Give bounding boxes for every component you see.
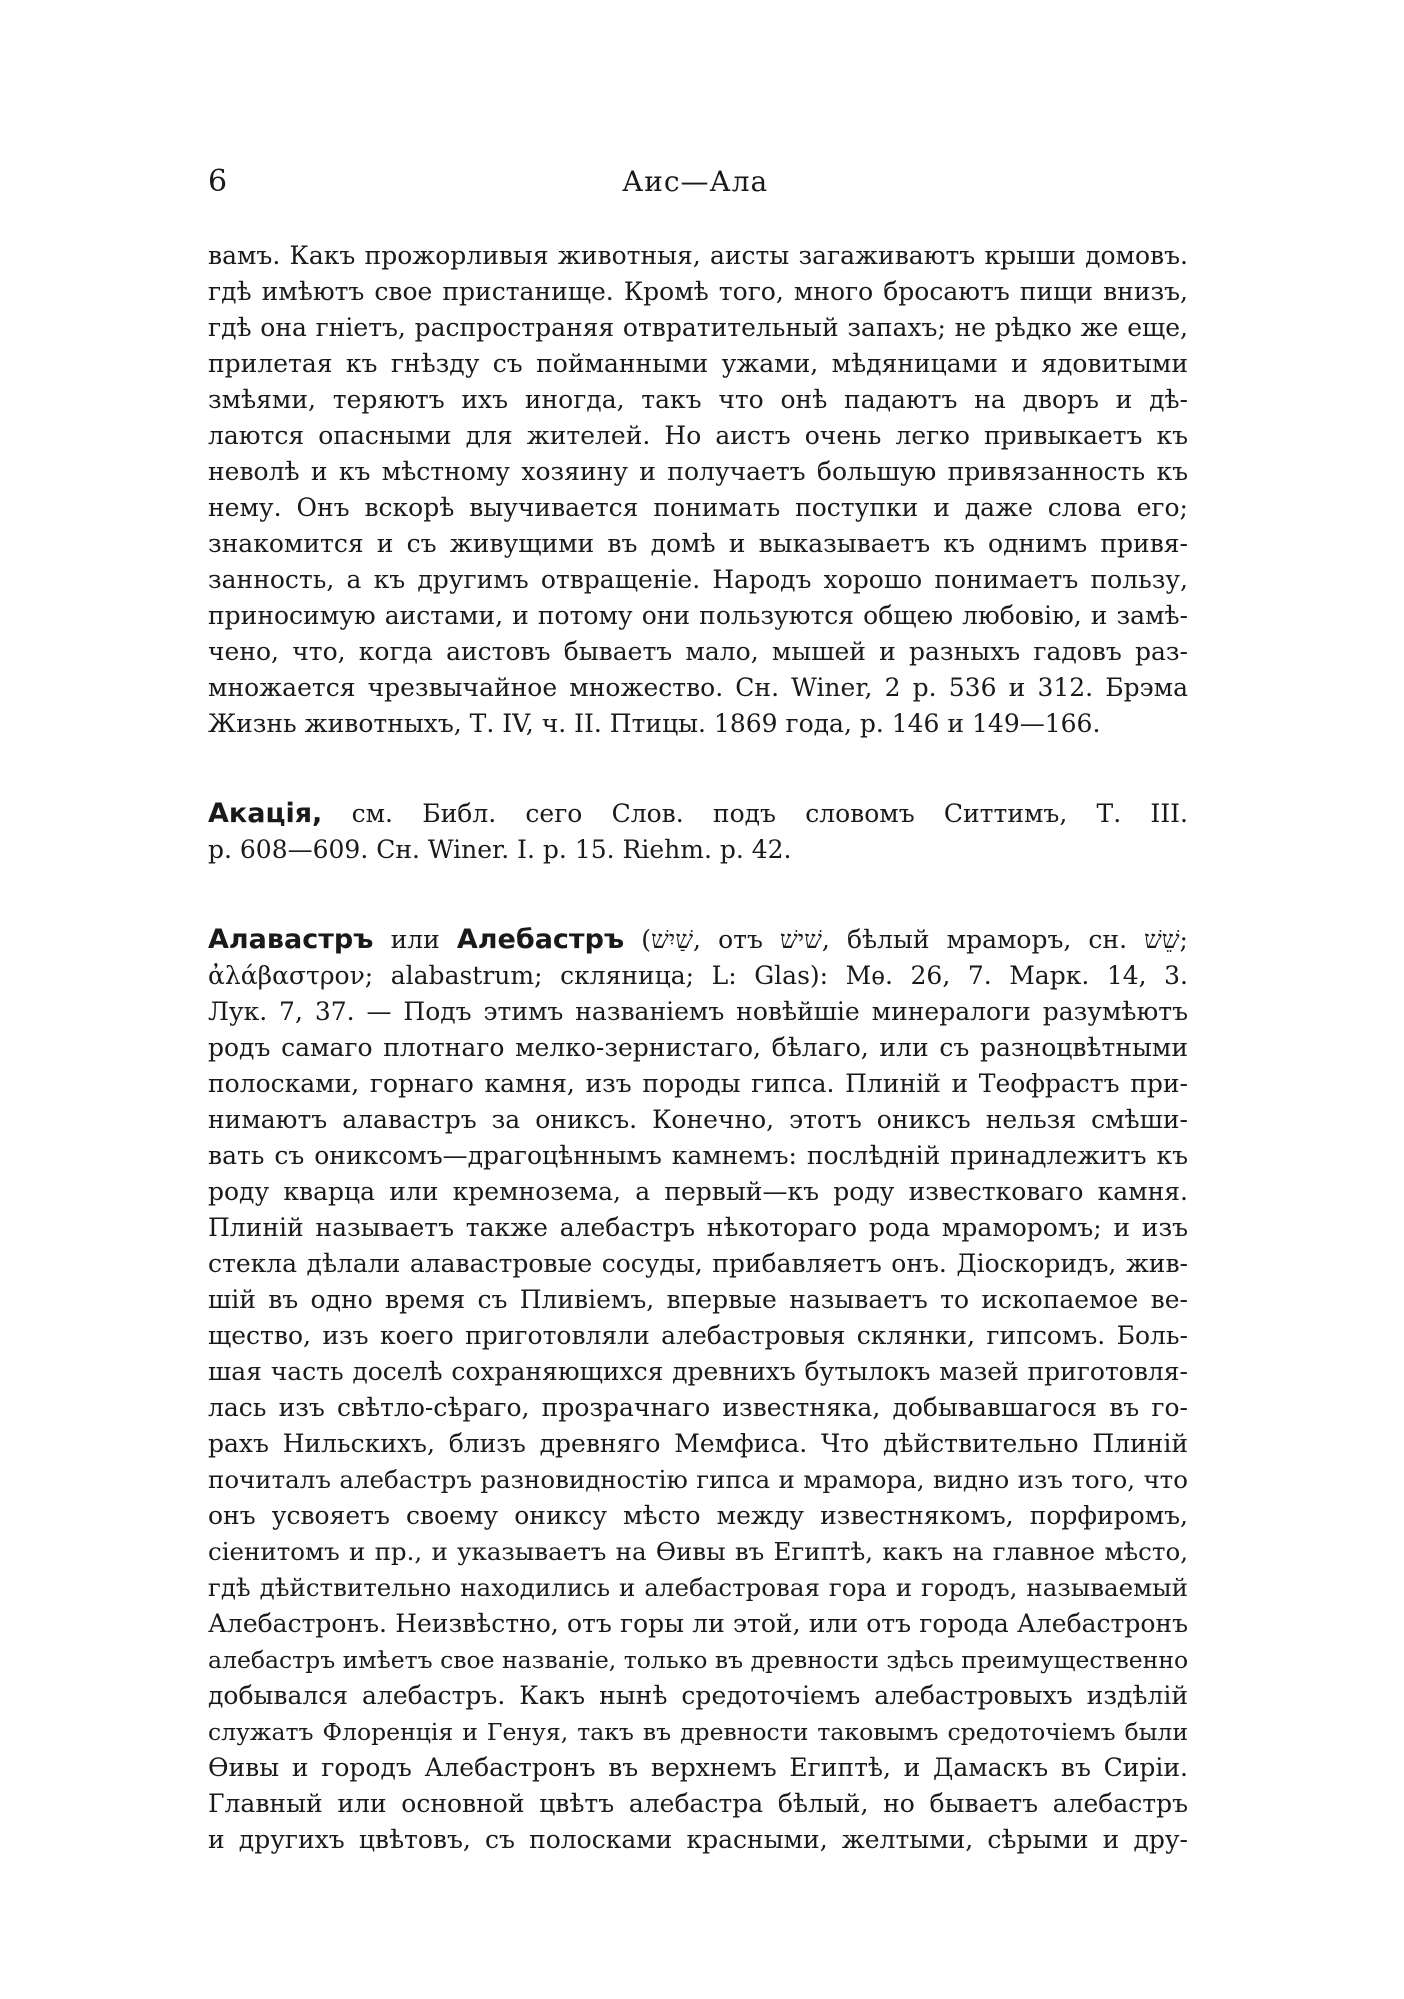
text-line: Алебастронъ. Неизвѣстно, отъ горы ли этой, или отъ города Алебастронъ: [208, 1609, 1188, 1638]
text-line: множается чрезвычайное множество. Сн. Winer, 2 p. 536 и 312. Брэма: [208, 673, 1188, 702]
text-line: ἀλάβαστρον; alabastrum; скляница; L: Glas): Мѳ. 26, 7. Марк. 14, 3.: [208, 961, 1188, 990]
text-line: прилетая къ гнѣзду съ пойманными ужами, мѣдяницами и ядовитыми: [208, 349, 1188, 378]
text-line: [208, 796, 1188, 832]
text-line: нему. Онъ вскорѣ выучивается понимать поступки и даже слова его;: [208, 493, 1188, 522]
text-line: алебастръ имѣетъ свое названіе, только въ древности здѣсь преимущественно: [208, 1646, 1189, 1674]
entry-headword: Алавастръ: [208, 924, 374, 955]
text-line: змѣями, теряютъ ихъ иногда, такъ что онѣ падаютъ на дворъ и дѣ-: [208, 385, 1188, 414]
text-line: онъ усвояетъ своему ониксу мѣсто между известнякомъ, порфиромъ,: [208, 1501, 1188, 1530]
text-line: Главный или основной цвѣтъ алебастра бѣлый, но бываетъ алебастръ: [208, 1789, 1188, 1818]
entry-headword: Акація,: [208, 798, 323, 829]
text-line: гдѣ имѣютъ свое пристанище. Кромѣ того, много бросаютъ пищи внизъ,: [208, 277, 1188, 306]
text-line: вать съ ониксомъ—драгоцѣннымъ камнемъ: послѣдній принадлежитъ къ: [208, 1141, 1188, 1170]
text-line: шій въ одно время съ Пливіемъ, впервые называетъ то ископаемое ве-: [208, 1285, 1188, 1314]
entry-headword-alt: Алебастръ: [456, 924, 625, 955]
entry-text: (שַׁיִשׁ, отъ שׁישׁ, бѣлый мраморъ, сн. שֵׁשׁ;: [641, 925, 1188, 954]
text-line: почиталъ алебастръ разновидностію гипса и мрамора, видно изъ того, что: [208, 1465, 1188, 1494]
text-line: Ѳивы и городъ Алебастронъ въ верхнемъ Египтѣ, и Дамаскъ въ Сиріи.: [208, 1753, 1188, 1782]
text-line: гдѣ дѣйствительно находились и алебастровая гора и городъ, называемый: [208, 1573, 1188, 1602]
text-line: вамъ. Какъ прожорливыя животныя, аисты загаживаютъ крыши домовъ.: [208, 241, 1188, 270]
text-line: чено, что, когда аистовъ бываетъ мало, мышей и разныхъ гадовъ раз-: [208, 637, 1188, 666]
text-line: добывался алебастръ. Какъ нынѣ средоточіемъ алебастровыхъ издѣлій: [208, 1681, 1188, 1710]
text-line: р. 608—609. Сн. Winer. I. p. 15. Riehm. p. 42.: [208, 835, 792, 864]
text-line: стекла дѣлали алавастровые сосуды, прибавляетъ онъ. Діоскоридъ, жив-: [208, 1249, 1188, 1278]
text-line: роду кварца или кремнозема, а первый—къ роду известковаго камня.: [208, 1177, 1188, 1206]
text-line: полосками, горнаго камня, изъ породы гипса. Плиній и Теофрастъ при-: [208, 1069, 1188, 1098]
text-line: Жизнь животныхъ, Т. IV, ч. II. Птицы. 1869 года, р. 146 и 149—166.: [208, 709, 1101, 738]
text-line: и другихъ цвѣтовъ, съ полосками красными, желтыми, сѣрыми и дру-: [208, 1825, 1188, 1854]
text-line: рахъ Нильскихъ, близъ древняго Мемфиса. Что дѣйствительно Плиній: [208, 1429, 1188, 1458]
text-line: шая часть доселѣ сохраняющихся древнихъ бутылокъ мазей приготовля-: [208, 1357, 1188, 1386]
text-line: щество, изъ коего приготовляли алебастровыя склянки, гипсомъ. Боль-: [208, 1321, 1188, 1350]
text-line: неволѣ и къ мѣстному хозяину и получаетъ большую привязанность къ: [208, 457, 1188, 486]
text-line: служатъ Флоренція и Генуя, такъ въ древности таковымъ средоточіемъ были: [208, 1718, 1188, 1746]
entry-connector: или: [390, 925, 440, 954]
text-line: приносимую аистами, и потому они пользуются общею любовію, и замѣ-: [208, 601, 1188, 630]
text-line: лась изъ свѣтло-сѣраго, прозрачнаго известняка, добывавшагося въ го-: [208, 1393, 1188, 1422]
text-line: занность, а къ другимъ отвращеніе. Народъ хорошо понимаетъ пользу,: [208, 565, 1188, 594]
text-line: [208, 922, 1188, 958]
text-line: Плиній называетъ также алебастръ нѣкотораго рода мраморомъ; и изъ: [208, 1213, 1188, 1242]
page-number: 6: [208, 164, 228, 199]
text-line: нимаютъ алавастръ за ониксъ. Конечно, этотъ ониксъ нельзя смѣши-: [208, 1105, 1188, 1134]
text-line: сіенитомъ и пр., и указываетъ на Ѳивы въ Египтѣ, какъ на главное мѣсто,: [208, 1537, 1188, 1566]
running-head: Аис—Ала: [622, 165, 769, 198]
entry-text: см. Библ. сего Слов. подъ словомъ Ситтимъ, Т. III.: [351, 799, 1188, 828]
text-line: гдѣ она гніетъ, распространяя отвратительный запахъ; не рѣдко же еще,: [208, 313, 1188, 342]
text-line: знакомится и съ живущими въ домѣ и выказываетъ къ однимъ привя-: [208, 529, 1188, 558]
text-line: Лук. 7, 37. — Подъ этимъ названіемъ новѣйшіе минералоги разумѣютъ: [208, 997, 1188, 1026]
text-line: лаются опасными для жителей. Но аистъ очень легко привыкаетъ къ: [208, 421, 1188, 450]
text-line: родъ самаго плотнаго мелко-зернистаго, бѣлаго, или съ разноцвѣтными: [208, 1033, 1188, 1062]
